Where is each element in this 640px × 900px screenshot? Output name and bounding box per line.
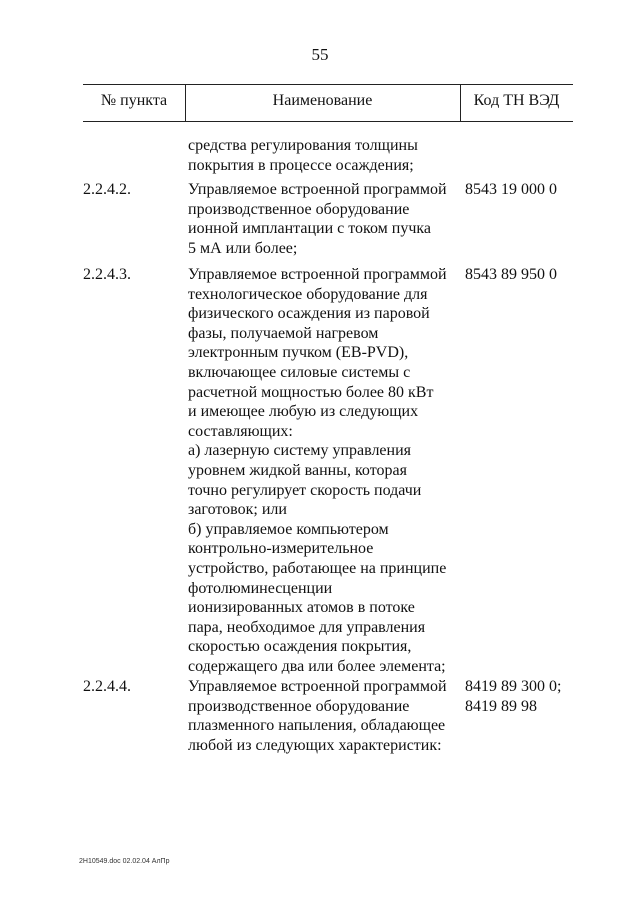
row-name: средства регулирования толщины покрытия в процессе осаждения; [188, 137, 418, 174]
row-number: 2.2.4.4. [83, 678, 131, 695]
column-header-name: Наименование [272, 92, 373, 109]
row-name: Управляемое встроенной программой производственное оборудование плазменного напыления, обладающее любой из следующих характеристик: [188, 678, 447, 754]
document-footer: 2Н10549.doc 02.02.04 АлПр [79, 858, 170, 865]
row-number: 2.2.4.2. [83, 181, 131, 198]
row-code: 8543 19 000 0 [465, 181, 557, 198]
page-number: 55 [311, 45, 329, 64]
column-header-code: Код ТН ВЭД [473, 92, 560, 109]
row-name: Управляемое встроенной программой производственное оборудование ионной имплантации с током пучка 5 мА или более; [188, 181, 447, 257]
table-header-bottom-rule [83, 121, 573, 122]
row-code: 8419 89 300 0; 8419 89 98 [465, 678, 562, 715]
table-header-top-rule [83, 84, 573, 85]
row-number: 2.2.4.3. [83, 266, 131, 283]
row-code: 8543 89 950 0 [465, 266, 557, 283]
row-name: Управляемое встроенной программой технологическое оборудование для физического осаждения из паровой фазы, получаемой нагревом электронным пучком (EB-PVD), включающее силовые системы с расчетной мощностью более 80 кВт и имеющее любую из следующих составляющих: а) лазерную систему управления уровнем жидкой ванны, которая точно регулирует скорость подачи заготовок; или б) управляемое компьютером контрольно-измерительное устройство, работающее на принципе фотолюминесценции ионизированных атомов в потоке пара, необходимое для управления скоростью осаждения покрытия, содержащего два или более элемента; [188, 266, 447, 675]
column-header-number: № пункта [100, 92, 168, 109]
